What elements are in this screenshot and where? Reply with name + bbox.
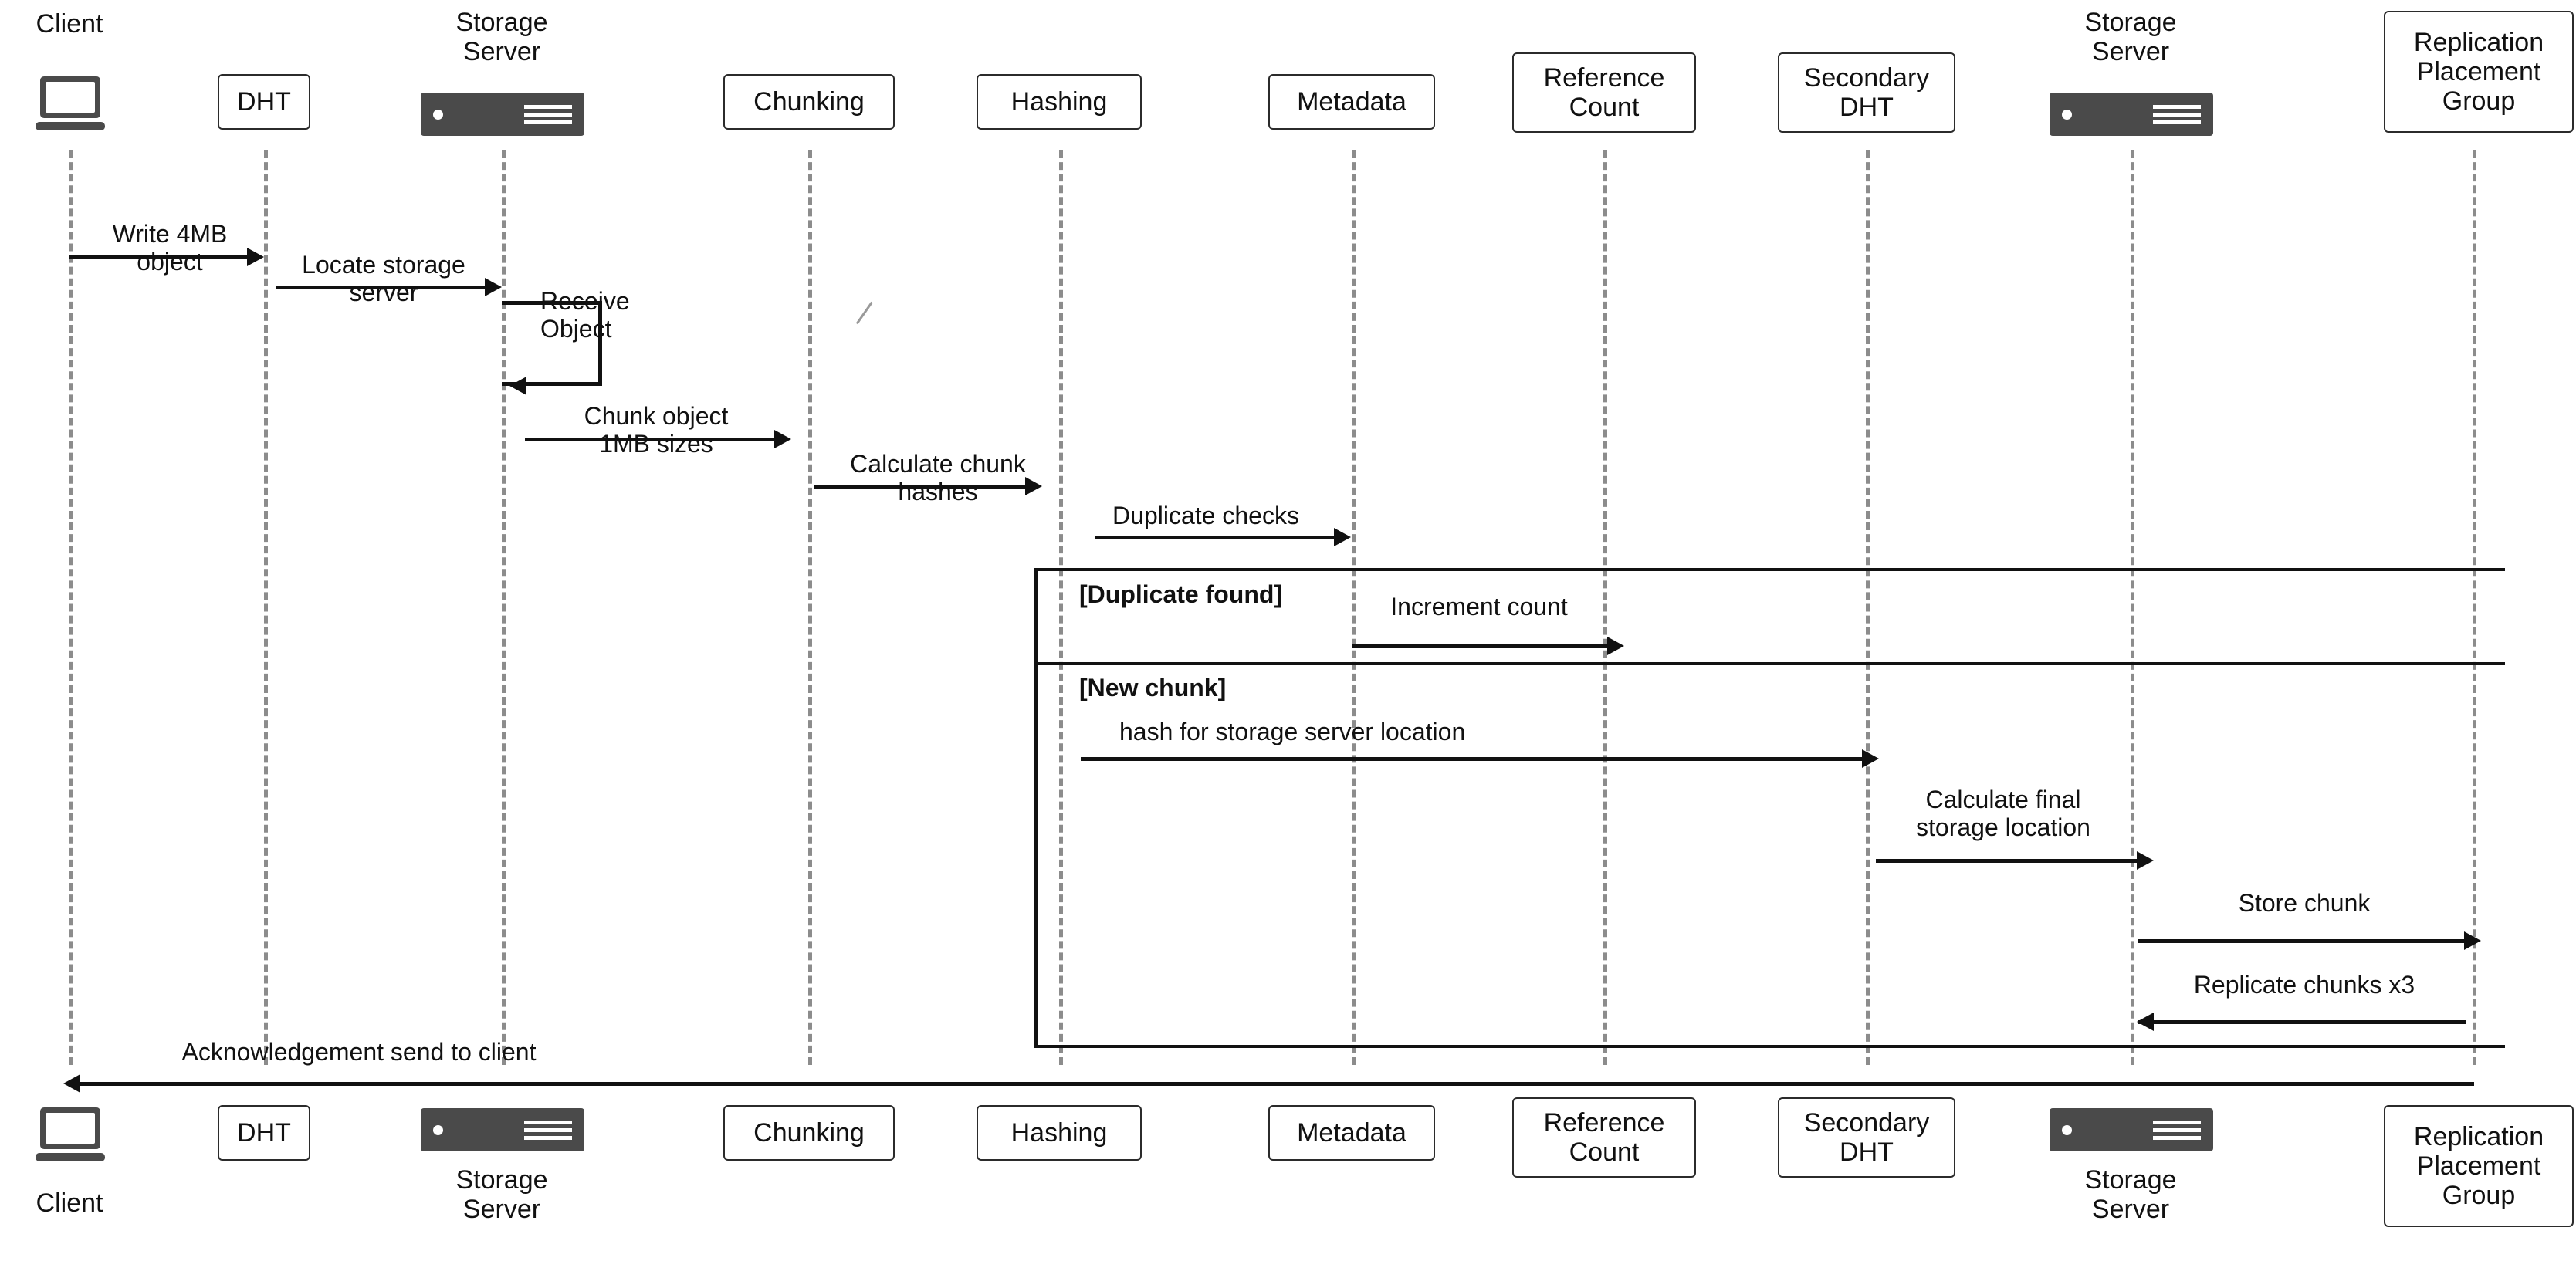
message-arrowhead-calculate-final-storage-location [2137, 851, 2154, 870]
server-led-icon-bottom [433, 1125, 443, 1135]
participant-dht-text-bottom: DHT [237, 1117, 291, 1148]
message-label-acknowledgement-1: Acknowledgement send to client [181, 1038, 537, 1066]
stray-mark [856, 302, 873, 325]
participant-client-text-top: Client [36, 9, 103, 39]
lifeline-client [69, 150, 73, 1065]
message-arrow-calculate-final-storage-location [1876, 859, 2138, 863]
message-label-duplicate-checks-1: Duplicate checks [1112, 502, 1299, 529]
participant-dht-box-top[interactable] [218, 74, 310, 130]
message-label-receive-object-2: Object [540, 315, 612, 343]
message-label-receive-object-1: Receive [540, 287, 630, 315]
message-arrowhead-replicate-chunks [2137, 1013, 2154, 1031]
fragment-label-duplicate-found [1079, 580, 1282, 609]
message-label-duplicate-checks [1059, 502, 1352, 529]
fragment-label-duplicate-found-text: [Duplicate found] [1079, 580, 1283, 608]
participant-storage-server-2-label-top [2038, 8, 2223, 66]
server-vents-icon-2-bottom [2153, 1121, 2201, 1140]
participant-reference-count-box-bottom[interactable] [1512, 1097, 1696, 1178]
message-label-write-4mb-object-2: object [137, 248, 203, 276]
participant-rpg-text-top-2: Placement [2416, 56, 2541, 86]
computer-icon-client-bottom [34, 1105, 107, 1169]
server-led-icon-2-bottom [2062, 1125, 2072, 1135]
computer-icon-client-top [34, 74, 107, 138]
lifeline-hashing [1059, 150, 1063, 1065]
participant-client-text-bottom: Client [36, 1188, 103, 1218]
message-label-chunk-object-1: Chunk object [584, 402, 729, 430]
participant-client-label-bottom [0, 1188, 139, 1218]
message-label-calculate-chunk-hashes-1: Calculate chunk [850, 450, 1026, 478]
participant-dht-text-top: DHT [237, 86, 291, 117]
participant-rpg-text-bottom-3: Group [2442, 1181, 2516, 1211]
participant-storage-server-text-bottom-1: Storage [455, 1165, 548, 1195]
participant-reference-count-text-top-2: Count [1569, 93, 1640, 122]
server-icon-storage-server-2-bottom [2050, 1108, 2213, 1151]
participant-storage-server-2-text-bottom-1: Storage [2084, 1165, 2177, 1195]
lifeline-chunking [808, 150, 812, 1065]
message-arrow-increment-count [1352, 644, 1610, 648]
message-arrowhead-duplicate-checks [1334, 528, 1351, 546]
participant-rpg-text-top-3: Group [2442, 86, 2516, 117]
message-label-store-chunk-1: Store chunk [2238, 889, 2371, 917]
message-label-increment-count-1: Increment count [1390, 593, 1568, 620]
message-arrow-store-chunk [2138, 939, 2466, 943]
message-arrow-acknowledgement [77, 1082, 2474, 1086]
participant-storage-server-2-label-bottom [2038, 1165, 2223, 1224]
message-arrow-duplicate-checks [1095, 536, 1335, 539]
message-label-replicate-chunks-1: Replicate chunks x3 [2193, 971, 2415, 999]
participant-storage-server-text-bottom-2: Server [462, 1195, 541, 1225]
participant-secondary-dht-box-bottom[interactable] [1778, 1097, 1955, 1178]
message-label-acknowledgement [100, 1038, 618, 1066]
participant-replication-placement-group-box-top[interactable] [2384, 11, 2574, 133]
participant-storage-server-label-bottom [409, 1165, 594, 1224]
participant-metadata-box-top[interactable] [1268, 74, 1435, 130]
server-led-icon-2-top [2062, 110, 2072, 120]
participant-storage-server-2-text-top-2: Server [2091, 37, 2170, 67]
message-label-increment-count [1352, 593, 1606, 620]
participant-metadata-box-bottom[interactable] [1268, 1105, 1435, 1161]
message-label-locate-storage-server-2: server [349, 279, 418, 307]
fragment-new-chunk-separator [1034, 662, 2505, 665]
participant-chunking-box-bottom[interactable] [723, 1105, 895, 1161]
participant-metadata-text-top: Metadata [1297, 86, 1406, 117]
participant-storage-server-2-text-bottom-2: Server [2091, 1195, 2170, 1225]
participant-secondary-dht-text-bottom-1: Secondary [1803, 1107, 1930, 1138]
message-label-replicate-chunks [2131, 971, 2478, 999]
message-label-store-chunk [2131, 889, 2478, 917]
server-led-icon-top [433, 110, 443, 120]
participant-metadata-text-bottom: Metadata [1297, 1117, 1406, 1148]
participant-chunking-text-bottom: Chunking [753, 1117, 865, 1148]
message-arrow-replicate-chunks [2138, 1020, 2466, 1024]
participant-client-label-top [0, 9, 139, 39]
participant-dht-box-bottom[interactable] [218, 1105, 310, 1161]
message-label-write-4mb-object [69, 220, 270, 276]
computer-icon-svg-bottom [34, 1105, 107, 1165]
server-icon-storage-server-2-top [2050, 93, 2213, 136]
participant-chunking-text-top: Chunking [753, 86, 865, 117]
participant-secondary-dht-box-top[interactable] [1778, 52, 1955, 133]
message-arrowhead-acknowledgement [63, 1074, 80, 1093]
message-label-chunk-object [509, 402, 803, 458]
message-label-locate-storage-server [264, 251, 503, 307]
message-label-calculate-final-storage-location-1: Calculate final [1925, 786, 2081, 813]
participant-reference-count-text-bottom-1: Reference [1543, 1107, 1665, 1138]
participant-reference-count-text-bottom-2: Count [1569, 1138, 1640, 1167]
participant-secondary-dht-text-top-1: Secondary [1803, 63, 1930, 93]
participant-chunking-box-top[interactable] [723, 74, 895, 130]
server-vents-icon-2-top [2153, 105, 2201, 124]
lifeline-storage-server-2 [2131, 150, 2134, 1065]
participant-reference-count-text-top-1: Reference [1543, 63, 1665, 93]
computer-icon-svg-top [34, 74, 107, 134]
message-label-chunk-object-2: 1MB sizes [599, 430, 713, 458]
participant-secondary-dht-text-top-2: DHT [1840, 93, 1894, 122]
participant-rpg-text-top-1: Replication [2413, 27, 2544, 57]
participant-hashing-text-bottom: Hashing [1010, 1117, 1108, 1148]
participant-rpg-text-bottom-1: Replication [2413, 1121, 2544, 1151]
message-label-calculate-chunk-hashes-2: hashes [898, 478, 978, 506]
participant-secondary-dht-text-bottom-2: DHT [1840, 1138, 1894, 1167]
participant-hashing-box-bottom[interactable] [977, 1105, 1142, 1161]
message-label-calculate-chunk-hashes [818, 450, 1058, 506]
server-icon-storage-server-top [421, 93, 584, 136]
participant-rpg-text-bottom-2: Placement [2416, 1151, 2541, 1181]
message-arrowhead-receive-object [509, 377, 526, 395]
participant-storage-server-text-top-1: Storage [455, 8, 548, 37]
message-label-hash-for-storage-server-location [1119, 718, 1691, 745]
server-vents-icon-bottom [524, 1121, 572, 1140]
message-label-receive-object [540, 287, 764, 343]
lifeline-secondary-dht [1866, 150, 1870, 1065]
server-icon-storage-server-bottom [421, 1108, 584, 1151]
participant-storage-server-text-top-2: Server [462, 37, 541, 67]
fragment-bottom-border [1034, 1045, 2505, 1048]
fragment-duplicate-found-top-border [1034, 568, 2505, 571]
server-vents-icon-top [524, 105, 572, 124]
fragment-label-new-chunk-text: [New chunk] [1079, 674, 1227, 701]
participant-hashing-text-top: Hashing [1010, 86, 1108, 117]
fragment-left-border [1034, 568, 1038, 1046]
message-arrowhead-store-chunk [2464, 931, 2481, 950]
participant-storage-server-label-top [409, 8, 594, 66]
participant-hashing-box-top[interactable] [977, 74, 1142, 130]
message-label-write-4mb-object-1: Write 4MB [112, 220, 228, 248]
message-arrowhead-increment-count [1607, 637, 1624, 655]
participant-storage-server-2-text-top-1: Storage [2084, 8, 2177, 37]
fragment-label-new-chunk [1079, 674, 1226, 702]
message-label-hash-for-storage-server-location-1: hash for storage server location [1119, 718, 1466, 745]
message-label-locate-storage-server-1: Locate storage [302, 251, 465, 279]
participant-replication-placement-group-box-bottom[interactable] [2384, 1105, 2574, 1227]
message-label-calculate-final-storage-location [1853, 786, 2154, 842]
message-arrowhead-hash-for-storage-server-location [1862, 749, 1879, 768]
message-label-calculate-final-storage-location-2: storage location [1916, 813, 2090, 842]
message-arrow-hash-for-storage-server-location [1081, 757, 1864, 761]
lifeline-replication-placement-group [2473, 150, 2476, 1065]
participant-reference-count-box-top[interactable] [1512, 52, 1696, 133]
